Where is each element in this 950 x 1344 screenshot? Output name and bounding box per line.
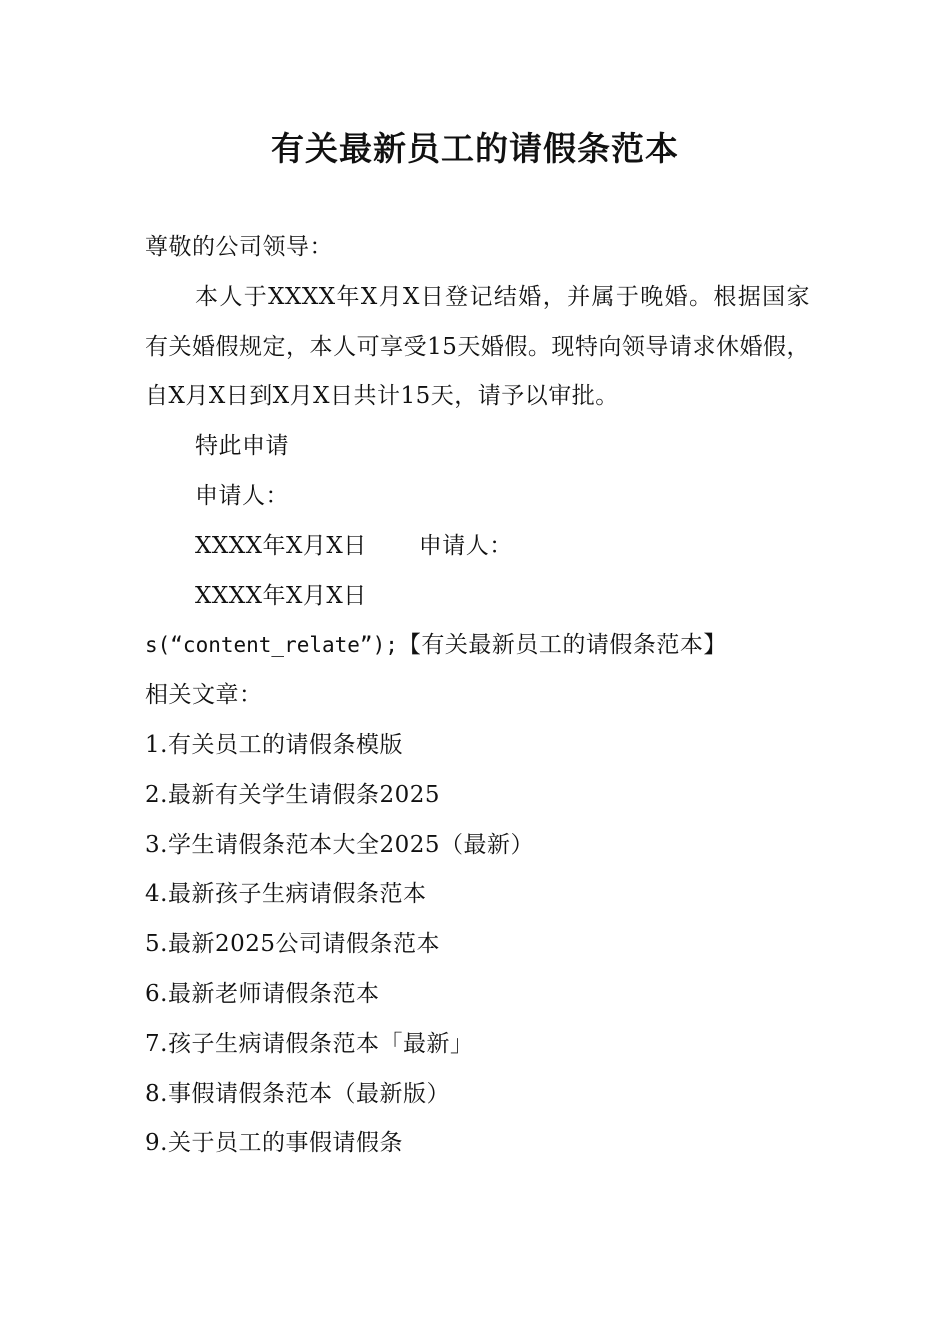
document-title: 有关最新员工的请假条范本 (271, 129, 679, 168)
date-line-1: XXXX年X月X日 (195, 532, 367, 559)
document-body (145, 223, 810, 1169)
related-article-link[interactable]: 3.学生请假条范本大全2025（最新） (145, 831, 534, 858)
related-article-link[interactable]: 1.有关员工的请假条模版 (145, 731, 403, 758)
applicant-label-2: 申请人： (418, 532, 513, 559)
related-articles-list (145, 721, 810, 1169)
related-heading: 相关文章： (145, 682, 263, 709)
related-title-bracket: 【有关最新员工的请假条范本】 (397, 632, 727, 659)
related-article-link[interactable]: 8.事假请假条范本（最新版） (145, 1080, 450, 1107)
script-fragment-line (145, 621, 810, 671)
related-article-link[interactable]: 7.孩子生病请假条范本「最新」 (145, 1030, 474, 1057)
related-article-link[interactable]: 4.最新孩子生病请假条范本 (145, 881, 427, 908)
date-line-2: XXXX年X月X日 (195, 582, 367, 609)
related-article-link[interactable]: 5.最新2025公司请假条范本 (145, 931, 440, 958)
related-article-link[interactable]: 6.最新老师请假条范本 (145, 980, 380, 1007)
applicant-label: 申请人： (195, 482, 289, 509)
salutation: 尊敬的公司领导： (145, 234, 333, 260)
closing-line: 特此申请 (195, 433, 289, 460)
related-article-link[interactable]: 2.最新有关学生请假条2025 (145, 781, 440, 808)
script-fragment: s(“content_relate”); (145, 633, 398, 658)
related-article-link[interactable]: 9.关于员工的事假请假条 (145, 1130, 403, 1157)
date-applicant-line (145, 522, 810, 572)
body-paragraph: 本人于XXXX年X月X日登记结婚，并属于晚婚。根据国家有关婚假规定，本人可享受15天婚假。现特向领导请求休婚假，自X月X日到X月X日共计15天，请予以审批。 (145, 283, 810, 410)
